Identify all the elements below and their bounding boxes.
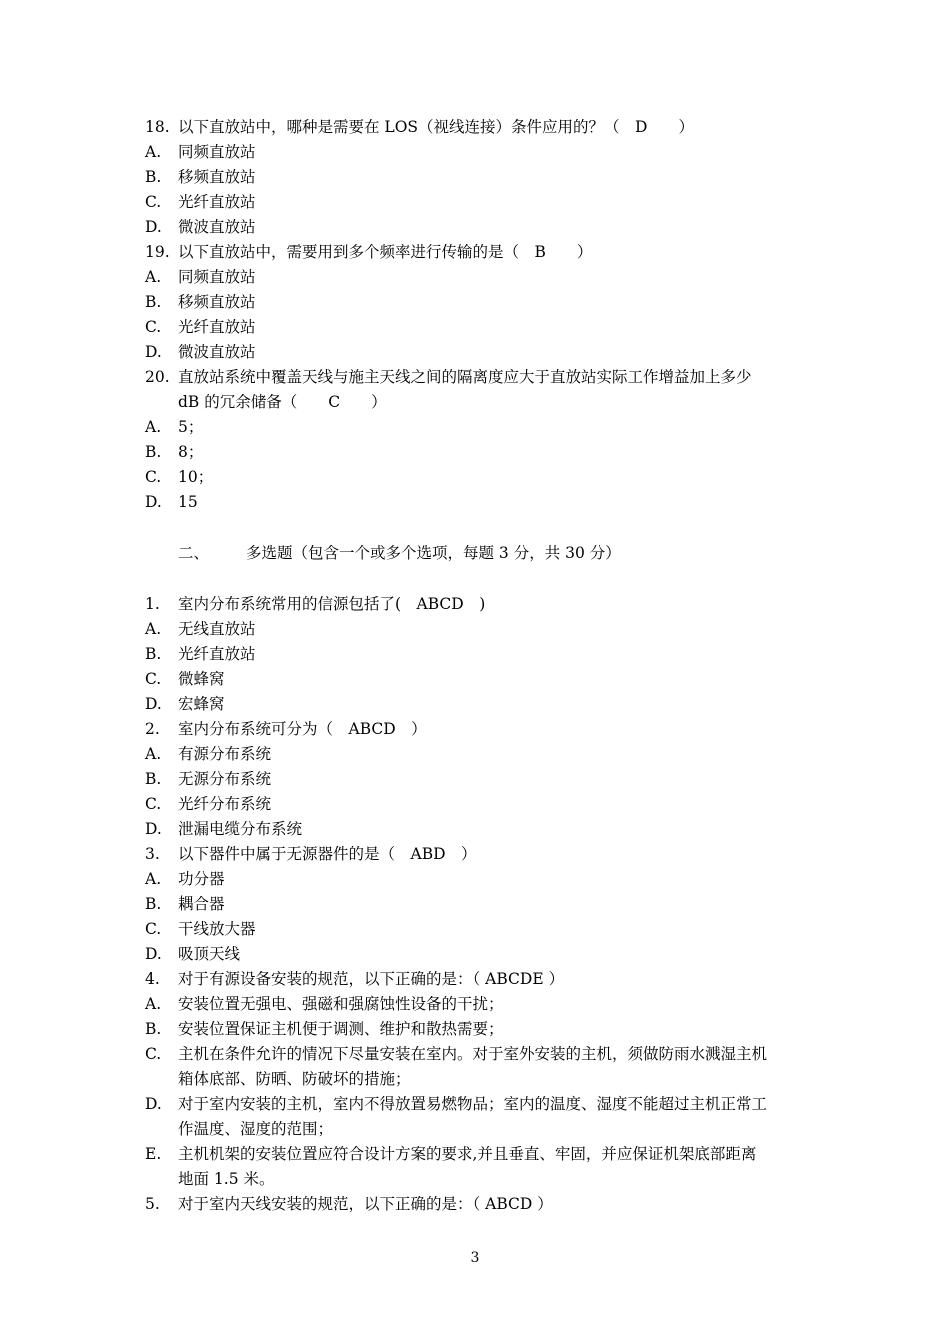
option-text: 主机在条件允许的情况下尽量安装在室内。对于室外安装的主机，须做防雨水溅湿主机 (178, 1045, 768, 1063)
item-number: 3. (145, 845, 160, 863)
item-number: 20. (145, 368, 170, 386)
option-text: 光纤直放站 (178, 193, 256, 211)
item-number: 4. (145, 970, 160, 988)
option-text: 8； (178, 443, 204, 461)
option-letter: B. (145, 770, 162, 788)
option-text: 光纤分布系统 (178, 795, 272, 813)
item-number: 1. (145, 595, 160, 613)
question-text: 对于室内天线安装的规范，以下正确的是：（ ABCD ） (178, 1195, 553, 1213)
option-text: 有源分布系统 (178, 745, 272, 763)
question-text: 以下直放站中，需要用到多个频率进行传输的是（ B ） (178, 243, 593, 261)
option-letter: C. (145, 193, 162, 211)
option-letter: C. (145, 795, 162, 813)
item-number: 5. (145, 1195, 160, 1213)
option-text: 微蜂窝 (178, 670, 225, 688)
option-letter: C. (145, 920, 162, 938)
option-text: 无线直放站 (178, 620, 256, 638)
option-letter: A. (145, 995, 162, 1013)
option-letter: A. (145, 143, 162, 161)
question-text: 室内分布系统可分为（ ABCD ） (178, 720, 427, 738)
option-text: 同频直放站 (178, 143, 256, 161)
option-text: 吸顶天线 (178, 945, 241, 963)
item-number: 18. (145, 118, 170, 136)
option-text: 泄漏电缆分布系统 (178, 820, 303, 838)
option-text: 地面 1.5 米。 (178, 1170, 275, 1188)
item-number: 19. (145, 243, 170, 261)
page-number: 3 (470, 1250, 480, 1266)
option-text: 安装位置无强电、强磁和强腐蚀性设备的干扰； (178, 995, 504, 1013)
question-text: 直放站系统中覆盖天线与施主天线之间的隔离度应大于直放站实际工作增益加上多少 (178, 368, 752, 386)
option-text: 移频直放站 (178, 168, 256, 186)
option-text: 微波直放站 (178, 343, 256, 361)
option-text: 耦合器 (178, 895, 225, 913)
option-letter: C. (145, 670, 162, 688)
option-letter: D. (145, 695, 162, 713)
option-text: 移频直放站 (178, 293, 256, 311)
option-letter: B. (145, 895, 162, 913)
option-letter: B. (145, 443, 162, 461)
option-letter: B. (145, 293, 162, 311)
option-letter: E. (145, 1145, 162, 1163)
option-text: 箱体底部、防晒、防破坏的措施； (178, 1070, 411, 1088)
option-text: 光纤直放站 (178, 318, 256, 336)
option-letter: A. (145, 268, 162, 286)
question-text: 对于有源设备安装的规范，以下正确的是：（ ABCDE ） (178, 970, 565, 988)
option-letter: A. (145, 418, 162, 436)
option-letter: D. (145, 493, 162, 511)
option-letter: D. (145, 945, 162, 963)
option-text: 15 (178, 493, 198, 511)
option-letter: D. (145, 820, 162, 838)
option-letter: B. (145, 1020, 162, 1038)
option-letter: C. (145, 468, 162, 486)
option-letter: A. (145, 870, 162, 888)
option-letter: D. (145, 343, 162, 361)
question-text: dB 的冗余储备（ C ） (178, 393, 387, 411)
option-text: 功分器 (178, 870, 225, 888)
option-text: 光纤直放站 (178, 645, 256, 663)
option-letter: D. (145, 1095, 162, 1113)
option-text: 同频直放站 (178, 268, 256, 286)
question-text: 以下直放站中，哪种是需要在 LOS（视线连接）条件应用的？（ D ） (178, 118, 694, 136)
option-letter: A. (145, 745, 162, 763)
item-number: 2. (145, 720, 160, 738)
option-text: 对于室内安装的主机，室内不得放置易燃物品；室内的温度、湿度不能超过主机正常工 (178, 1095, 768, 1113)
option-text: 作温度、湿度的范围； (178, 1120, 334, 1138)
section-number: 二、 (178, 544, 210, 562)
question-text: 以下器件中属于无源器件的是（ ABD ） (178, 845, 477, 863)
option-text: 干线放大器 (178, 920, 256, 938)
option-letter: A. (145, 620, 162, 638)
option-letter: B. (145, 645, 162, 663)
option-letter: D. (145, 218, 162, 236)
option-text: 5； (178, 418, 204, 436)
section-title: 多选题（包含一个或多个选项，每题 3 分，共 30 分） (246, 544, 621, 562)
option-letter: C. (145, 318, 162, 336)
option-text: 主机机架的安装位置应符合设计方案的要求,并且垂直、牢固，并应保证机架底部距离 (178, 1145, 757, 1163)
option-text: 10； (178, 468, 214, 486)
option-text: 微波直放站 (178, 218, 256, 236)
option-text: 无源分布系统 (178, 770, 272, 788)
question-text: 室内分布系统常用的信源包括了( ABCD ) (178, 595, 486, 613)
option-letter: C. (145, 1045, 162, 1063)
option-text: 安装位置保证主机便于调测、维护和散热需要； (178, 1020, 504, 1038)
option-text: 宏蜂窝 (178, 695, 225, 713)
option-letter: B. (145, 168, 162, 186)
